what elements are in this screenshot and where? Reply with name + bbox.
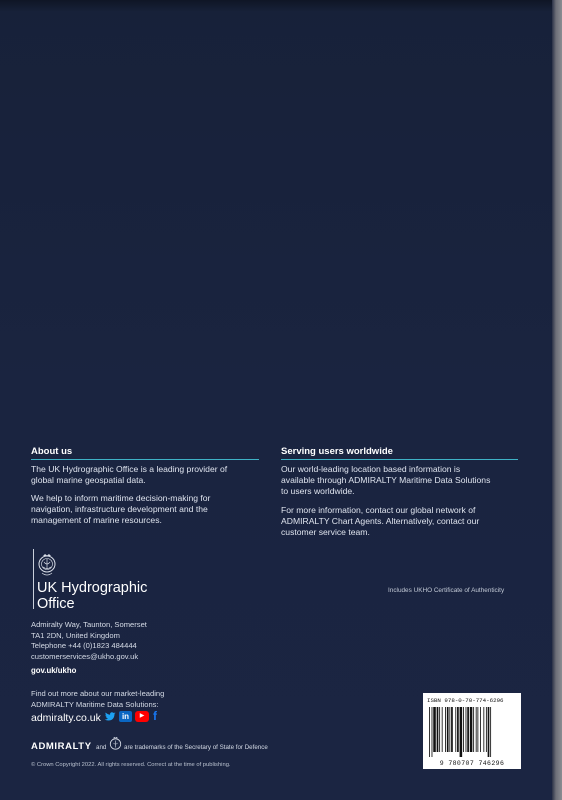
about-heading: About us bbox=[31, 446, 73, 457]
barcode-bars bbox=[429, 707, 515, 757]
serving-paragraph-1 bbox=[281, 464, 490, 497]
barcode-bar bbox=[429, 707, 430, 757]
barcode-bar bbox=[455, 707, 456, 752]
crest-small-icon bbox=[109, 736, 122, 753]
about-p2-line3: management of marine resources. bbox=[31, 515, 162, 525]
address-line1: Admiralty Way, Taunton, Somerset bbox=[31, 620, 147, 629]
barcode-bar bbox=[490, 707, 491, 757]
barcode-bar bbox=[473, 707, 474, 752]
youtube-icon[interactable]: ▶ bbox=[135, 711, 149, 722]
barcode-bar bbox=[460, 707, 463, 757]
admiralty-wordmark: ADMIRALTY bbox=[31, 741, 92, 752]
page-edge bbox=[552, 0, 562, 800]
barcode-bar bbox=[457, 707, 459, 752]
barcode-bar bbox=[445, 707, 446, 752]
barcode-bar bbox=[449, 707, 450, 752]
logo-line1: UK Hydrographic bbox=[37, 580, 148, 596]
top-shadow bbox=[0, 0, 562, 12]
serving-p2-line1: For more information, contact our global network of bbox=[281, 505, 476, 515]
address-block bbox=[31, 620, 147, 662]
trademark-and: and bbox=[96, 744, 107, 751]
find-more-line2: ADMIRALTY Maritime Data Solutions: bbox=[31, 699, 159, 709]
serving-p1-line1: Our world-leading location based information is bbox=[281, 464, 461, 474]
about-paragraph-1 bbox=[31, 464, 227, 486]
linkedin-icon[interactable]: in bbox=[119, 711, 132, 722]
barcode-bar bbox=[451, 707, 453, 752]
barcode-bar bbox=[467, 707, 469, 752]
serving-p2-line2: ADMIRALTY Chart Agents. Alternatively, contact our bbox=[281, 516, 480, 526]
barcode-bar bbox=[447, 707, 449, 752]
barcode-bar bbox=[476, 707, 477, 752]
ukho-logo-text bbox=[37, 580, 147, 612]
about-paragraph-2 bbox=[31, 493, 210, 526]
barcode-bar bbox=[466, 707, 467, 752]
serving-p2-line3: customer service team. bbox=[281, 527, 370, 537]
serving-p1-line2: available through ADMIRALTY Maritime Data Solutions bbox=[281, 475, 491, 485]
logo-divider bbox=[33, 549, 34, 609]
copyright-text: © Crown Copyright 2022. All rights reserved. Correct at the time of publishing. bbox=[31, 762, 231, 768]
barcode-number: 9 780707 746296 bbox=[439, 760, 505, 767]
find-more-line1: Find out more about our market-leading bbox=[31, 689, 165, 698]
logo-line2: Office bbox=[37, 596, 75, 612]
barcode-bar bbox=[477, 707, 478, 752]
barcode-bar bbox=[433, 707, 436, 752]
barcode-bar bbox=[442, 707, 443, 752]
about-p2-line2: navigation, infrastructure development and the bbox=[31, 504, 208, 514]
trademark-text: are trademarks of the Secretary of State for Defence bbox=[124, 744, 268, 751]
about-p1-line2: global marine geospatial data. bbox=[31, 475, 146, 485]
barcode-bar bbox=[439, 707, 440, 752]
about-p1-line1: The UK Hydrographic Office is a leading provider of bbox=[31, 464, 228, 474]
about-p2-line1: We help to inform maritime decision-making for bbox=[31, 493, 211, 503]
admiralty-website-link[interactable]: admiralty.co.uk bbox=[31, 712, 101, 724]
barcode-bar bbox=[480, 707, 481, 752]
about-rule bbox=[31, 459, 259, 460]
certificate-note: Includes UKHO Certificate of Authenticity bbox=[388, 587, 505, 594]
isbn-barcode bbox=[423, 693, 521, 769]
barcode-bar bbox=[470, 707, 473, 752]
twitter-icon[interactable] bbox=[104, 711, 117, 722]
barcode-bar bbox=[486, 707, 487, 752]
barcode-bar bbox=[437, 707, 439, 752]
barcode-bar bbox=[463, 707, 464, 752]
email-link[interactable]: customerservices@ukho.gov.uk bbox=[31, 651, 139, 661]
address-line2: TA1 2DN, United Kingdom bbox=[31, 630, 120, 640]
gov-website-link[interactable]: gov.uk/ukho bbox=[31, 666, 77, 675]
phone-text: Telephone +44 (0)1823 484444 bbox=[31, 641, 137, 650]
find-more-text bbox=[31, 689, 164, 710]
barcode-bar bbox=[488, 707, 490, 757]
serving-paragraph-2 bbox=[281, 505, 479, 538]
isbn-label: ISBN 978-0-70-774-6296 bbox=[427, 697, 504, 704]
barcode-bar bbox=[432, 707, 433, 757]
barcode-bar bbox=[483, 707, 484, 752]
serving-p1-line3: to users worldwide. bbox=[281, 486, 355, 496]
ukho-crest-icon bbox=[37, 553, 57, 579]
facebook-icon[interactable]: f bbox=[153, 709, 157, 723]
serving-rule bbox=[281, 459, 518, 460]
serving-heading: Serving users worldwide bbox=[281, 446, 393, 457]
